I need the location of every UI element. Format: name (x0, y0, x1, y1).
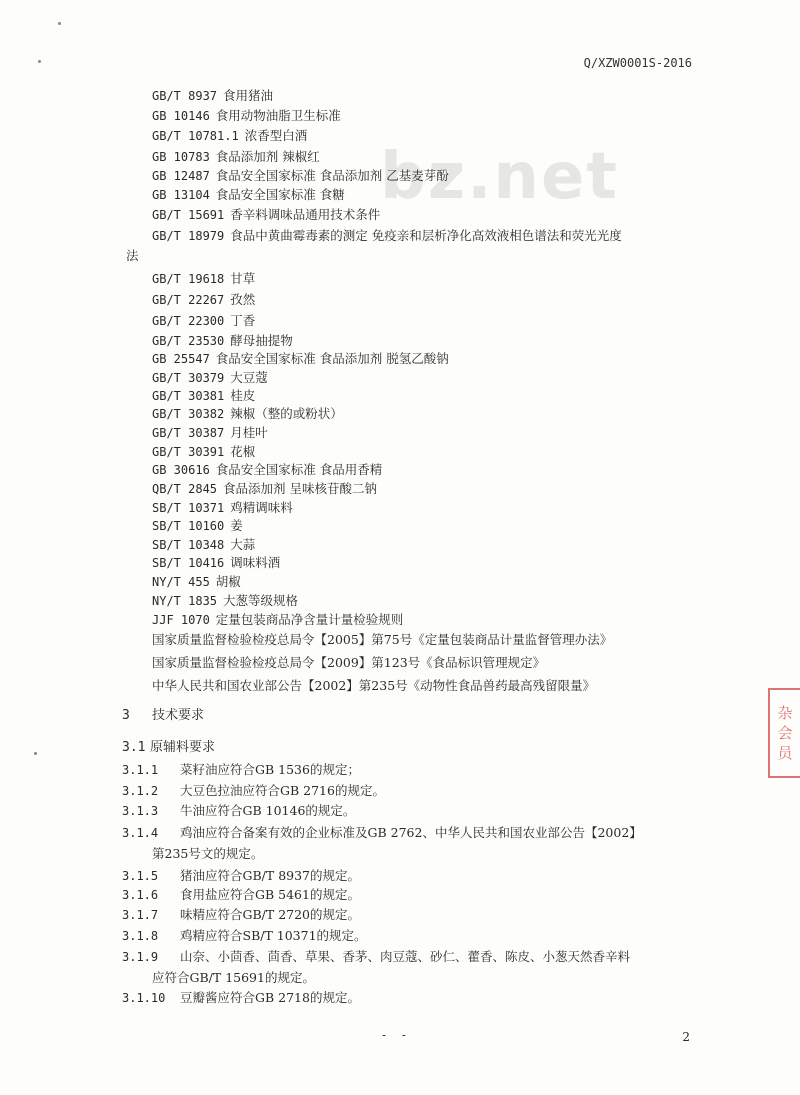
reference-regulation: 国家质量监督检验检疫总局令【2009】第123号《食品标识管理规定》 (152, 655, 546, 670)
reference-item: QB/T 2845 食品添加剂 呈味核苷酸二钠 (152, 481, 378, 496)
reference-item: GB 13104 食品安全国家标准 食糖 (152, 187, 345, 202)
scan-speck (58, 22, 61, 25)
page-number: 2 (682, 1030, 690, 1044)
clause-item: 3.1.3 牛油应符合GB 10146的规定。 (122, 803, 356, 818)
reference-item: GB/T 23530 酵母抽提物 (152, 333, 293, 348)
reference-item: GB 10783 食品添加剂 辣椒红 (152, 149, 320, 164)
clause-item: 3.1.4 鸡油应符合备案有效的企业标准及GB 2762、中华人民共和国农业部公告【2002】 第235号文的规定。 (122, 825, 642, 861)
clause-item: 3.1.6 食用盐应符合GB 5461的规定。 (122, 887, 360, 902)
reference-item: NY/T 455 胡椒 (152, 574, 241, 589)
reference-item: GB 25547 食品安全国家标准 食品添加剂 脱氢乙酸钠 (152, 351, 449, 366)
reference-item: GB/T 30382 辣椒（整的或粉状） (152, 406, 343, 421)
subsection-heading: 3.1 原辅料要求 (122, 740, 216, 755)
reference-item: SB/T 10416 调味料酒 (152, 555, 281, 570)
clause-item: 3.1.1 菜籽油应符合GB 1536的规定； (122, 762, 360, 777)
reference-item: JJF 1070 定量包装商品净含量计量检验规则 (152, 612, 404, 627)
footer-mark: - - (382, 1028, 412, 1042)
scan-speck (38, 60, 41, 63)
reference-item: GB/T 22300 丁香 (152, 313, 256, 328)
clause-item: 3.1.8 鸡精应符合SB/T 10371的规定。 (122, 928, 367, 943)
reference-item: GB/T 30381 桂皮 (152, 388, 256, 403)
section-heading: 3 技术要求 (122, 708, 205, 723)
reference-item: GB 30616 食品安全国家标准 食品用香精 (152, 462, 383, 477)
scan-speck (34, 752, 37, 755)
reference-item: GB/T 30391 花椒 (152, 444, 256, 459)
reference-item: GB/T 18979 食品中黄曲霉毒素的测定 免疫亲和层析净化高效液相色谱法和荧光光度 法 (126, 228, 622, 263)
reference-item: GB/T 8937 食用猪油 (152, 88, 274, 103)
reference-item: GB 10146 食用动物油脂卫生标准 (152, 108, 341, 123)
reference-item: NY/T 1835 大葱等级规格 (152, 593, 299, 608)
reference-item: GB 12487 食品安全国家标准 食品添加剂 乙基麦芽酚 (152, 168, 449, 183)
reference-item: SB/T 10348 大蒜 (152, 537, 256, 552)
reference-item: SB/T 10160 姜 (152, 518, 243, 533)
reference-item: GB/T 10781.1 浓香型白酒 (152, 128, 308, 143)
clause-item: 3.1.10 豆瓣酱应符合GB 2718的规定。 (122, 990, 360, 1005)
reference-item: SB/T 10371 鸡精调味料 (152, 500, 293, 515)
reference-item: GB/T 30379 大豆蔻 (152, 370, 268, 385)
reference-item: GB/T 19618 甘草 (152, 271, 256, 286)
seal-stamp: 杂 会 员 (768, 688, 800, 778)
reference-item: GB/T 30387 月桂叶 (152, 425, 268, 440)
reference-item: GB/T 22267 孜然 (152, 292, 256, 307)
document-code: Q/XZW0001S-2016 (583, 56, 692, 70)
reference-regulation: 中华人民共和国农业部公告【2002】第235号《动物性食品兽药最高残留限量》 (152, 678, 596, 693)
clause-item: 3.1.7 味精应符合GB/T 2720的规定。 (122, 907, 361, 922)
reference-item: GB/T 15691 香辛料调味品通用技术条件 (152, 207, 381, 222)
reference-regulation: 国家质量监督检验检疫总局令【2005】第75号《定量包装商品计量监督管理办法》 (152, 632, 613, 647)
clause-item: 3.1.2 大豆色拉油应符合GB 2716的规定。 (122, 783, 385, 798)
clause-item: 3.1.5 猪油应符合GB/T 8937的规定。 (122, 868, 361, 883)
watermark: bz.net (380, 140, 619, 214)
clause-item: 3.1.9 山奈、小茴香、茴香、草果、香茅、肉豆蔻、砂仁、藿香、陈皮、小葱天然香辛料 应符合GB/T 15691的规定。 (122, 949, 631, 985)
